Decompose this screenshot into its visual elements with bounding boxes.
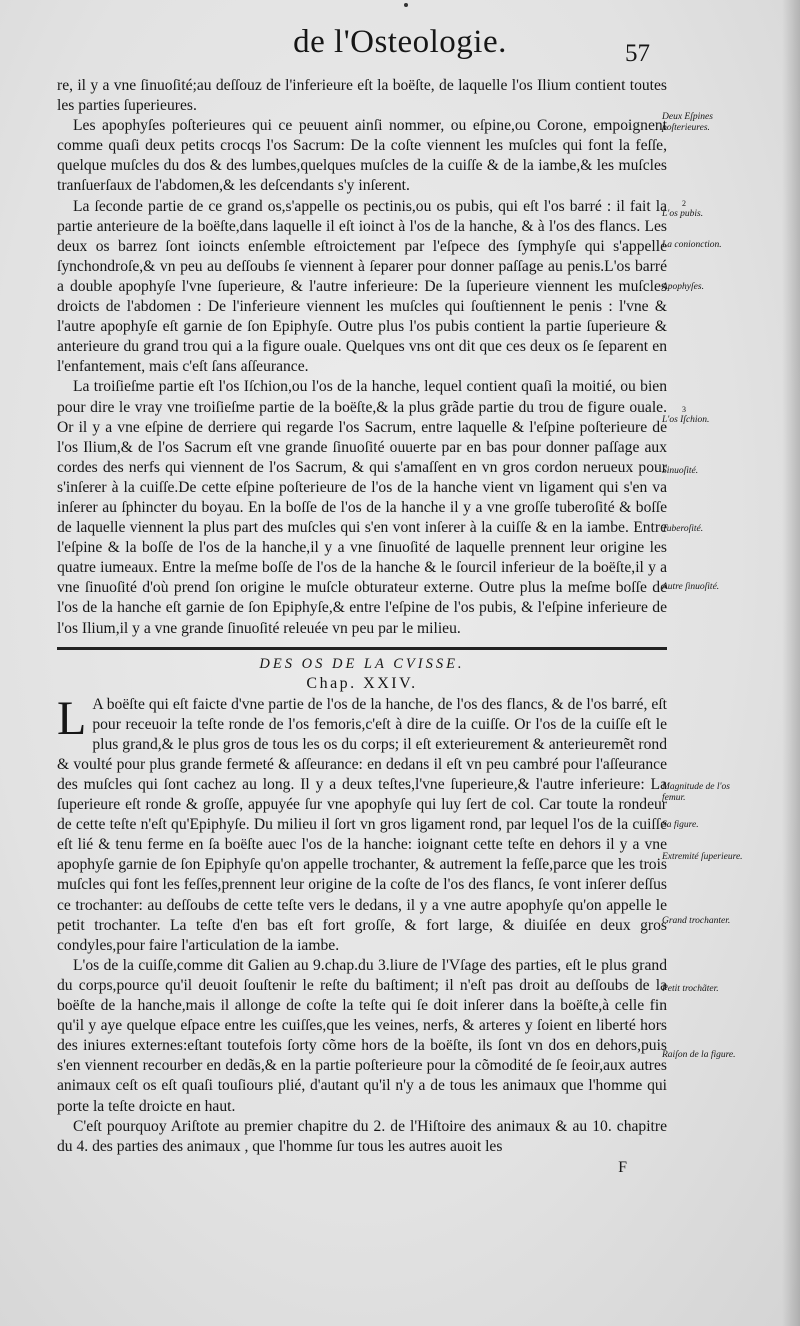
margin-note-text: L'os Iſchion. [662,415,710,425]
paragraph-boeste [57,691,667,956]
margin-note: Deux Eſpines poſterieures. [662,112,713,133]
paragraph-galien: L'os de la cuiſſe,comme dit Galien au 9.chap.du 3.liure de l'Vſage des parties, eſt le plus grand du corps,pource qu'il deuoit ſouſtenir le reſte du baſtiment; il n'eſt pas droit au deſſoubs de la boëſte de la hanche,mais il allonge de coſte la teſte qui ſe doit inſerer dans la boëſte,à celle fin qu'il y aye quelque eſpace entre les cuiſſes,que les veines, nerfs, & arteres y ſoient en liberté hors des iniures externes:eſtant toutefois ſorty cõme hors de la boëſte, ils ſont vn dos en dehors,puis s'en viennent recourber en dedãs,& en la partie poſterieure pour la cõmodité de ſe ſeoir,aux autres animaux ceſt os eſt quaſi touſiours plié, d'autant qu'il n'y a de tous les animaux que l'homme qui porte la teſte droicte en haut. [57,956,667,1115]
page-number: 57 [625,40,650,67]
drop-cap: L [57,691,87,745]
margin-note: Sa figure. [662,820,699,830]
paragraph-boeste-text: A boëſte qui eſt faicte d'vne partie de l'os de la hanche, de l'os des flancs, & de l'os barré, eſt pour receuoir la teſte ronde de l'os femoris,c'eſt à dire de la cuiſſe. Or l'os de la cuiſſe eſt le plus grand,& le plus gros de tous les os du corps; il eſt exterieurement & anterieuremẽt rond & voulté pour plus grande fermeté & aſſeurance: en dedans il eſt vn peu cambré pour l'aſſeurance des muſcles qui ſont cachez au long. Il y a deux teſtes,l'vne ſuperieure,& l'autre inferieure: La ſuperieure eſt ronde & groſſe, appuyée ſur vne apophyſe qui luy ſert de col. Car toute la rondeur de cette teſte n'eſt qu'Epiphyſe. Du milieu il ſort vn gros ligament rond, par lequel l'os de la cuiſſe eſt lié & tenu ferme en ſa boëſte auec l'os de la hanche: ioignant cette teſte en dehors il y a vne apophyſe garnie de ſon Epiphyſe qu'on appelle trochanter, & autrement la feſſe,parce que les trois muſcles qui font les feſſes,prennent leur origine de la coſte de l'os des flancs, ſe vont inſerer deſſus ce trochanter: au deſſoubs de cette teſte vers le dedans, il y a vne autre apophyſe qu'on appelle le petit trochanter. La teſte d'en bas eſt fort groſſe, & fort large, & diuiſée en deux gros condyles,pour faire l'articulation de la iambe. [57,695,667,954]
page-ornament-dot [404,3,408,7]
margin-note: Extremité ſuperieure. [662,852,743,862]
margin-note: Raiſon de la figure. [662,1050,736,1060]
paragraph-aristote: C'eſt pourquoy Ariſtote au premier chapitre du 2. de l'Hiſtoire des animaux & au 10. chapitre du 4. des parties des animaux , que l'homme ſur tous les autres auoit les [57,1117,667,1155]
margin-note: La conionction. [662,240,722,250]
margin-number: 2 [682,199,686,208]
chapter-heading: Chap. XXIV. [306,674,418,692]
margin-note: Grand trochanter. [662,916,731,926]
main-text-block [57,76,667,1177]
page-edge-shadow [782,0,800,1326]
margin-number: 3 [682,405,686,414]
section-divider [57,647,667,650]
paragraph-os-ischion: La troiſieſme partie eſt l'os Iſchion,ou l'os de la hanche, lequel contient quaſi la moitié, ou bien pour dire le vray vne troiſieſme partie de la boëſte,& la plus grãde partie du trou de figure ouale. Or il y a vne eſpine de derriere qui regarde l'os Sacrum, entre laquelle & l'eſpine poſterieure de l'os Ilium,& de l'os Sacrum eſt vne grande ſinuoſité ouuerte par en bas pour donner paſſage aux cordes des nerfs qui viennent de l'os Sacrum, & qui s'amaſſent en vn gros cordon nerueux pour s'inſerer à la cuiſſe.De cette eſpine poſterieure de l'os de la hanche vient vn ligament qui s'en va inſerer au ſphincter du boyau. En la boſſe de l'os de la hanche il y a vne groſſe tuberoſité & boſſe de laquelle viennent la plus part des muſcles qui s'en vont inſerer à la cuiſſe & en la iambe. Entre l'eſpine & la boſſe de l'os de la hanche,il y a vne ſinuoſité de laquelle prennent leur origine les quatre iumeaux. Entre la meſme boſſe de l'os de la hanche & le ſourcil inferieur de la boëſte,il y a vne ſinuoſité d'où prend ſon origine le muſcle obturateur externe. Outre plus la meſme boſſe de l'os de la hanche eſt garnie de ſon Epiphyſe,& entre l'eſpine de l'os pubis, & l'eſpine inferieure de l'os Ilium,il y a vne grande ſinuoſité releuée vn peu par le milieu. [57,378,667,637]
section-title: DES OS DE LA CVISSE. [259,655,465,672]
paragraph-continuation: re, il y a vne ſinuoſité;au deſſouz de l'inferieure eſt la boëſte, de laquelle l'os Ilium contient toutes les parties ſuperieures. [57,77,667,115]
running-head: de l'Osteologie. [293,24,507,60]
signature-mark: F [618,1158,627,1176]
paragraph-os-pubis: La ſeconde partie de ce grand os,s'appelle os pectinis,ou os pubis, qui eſt l'os barré : il fait la partie anterieure de la boëſte,dans laquelle il eſt ioinct à l'os de la hanche, & à l'os des flancs. Les deux os barrez ſont ioincts enſemble eſtroictement par l'eſpece des ſymphyſe qui s'appelle ſynchondroſe,& vn peu au deſſoubs ſe viennent à ſeparer pour donner paſſage au penis.L'os barré a double apophyſe l'vne ſuperieure, & l'autre inferieure: De la ſuperieure viennent les muſcles droicts de l'abdomen : De l'inferieure viennent les muſcles qui ſouſtiennent le penis : l'vne & l'autre apophyſe eſt garnie de ſon Epiphyſe. Outre plus l'os pubis contient la partie ſuperieure & anterieure du grand trou qui a la figure ouale. Quelques vns ont dit que ces deux os ſe ſeparent en l'enfantement, mais c'eſt ſans aſſeurance. [57,197,667,376]
margin-note: Magnitude de l'os femur. [662,782,730,803]
margin-note: Autre ſinuoſité. [662,582,720,592]
margin-note: Apophyſes. [662,282,704,292]
margin-note [662,404,750,426]
margin-note-text: L'os pubis. [662,209,704,219]
margin-note [662,198,750,220]
paragraph-apophyses: Les apophyſes poſterieures qui ce peuuent ainſi nommer, ou eſpine,ou Corone, empoignent comme quaſi deux petits crocqs l'os Sacrum: De la coſte viennent les muſcles qui font la feſſe, quelque muſcles du dos & des lumbes,quelques muſcles de la cuiſſe & de la iambe,& les muſcles tranſuerſaux de l'abdomen,& les deſcendants s'y inſerent. [57,117,667,195]
margin-note: Tuberoſité. [662,524,704,534]
margin-note: Petit trochãter. [662,984,719,994]
margin-note: Sinuoſité. [662,466,699,476]
